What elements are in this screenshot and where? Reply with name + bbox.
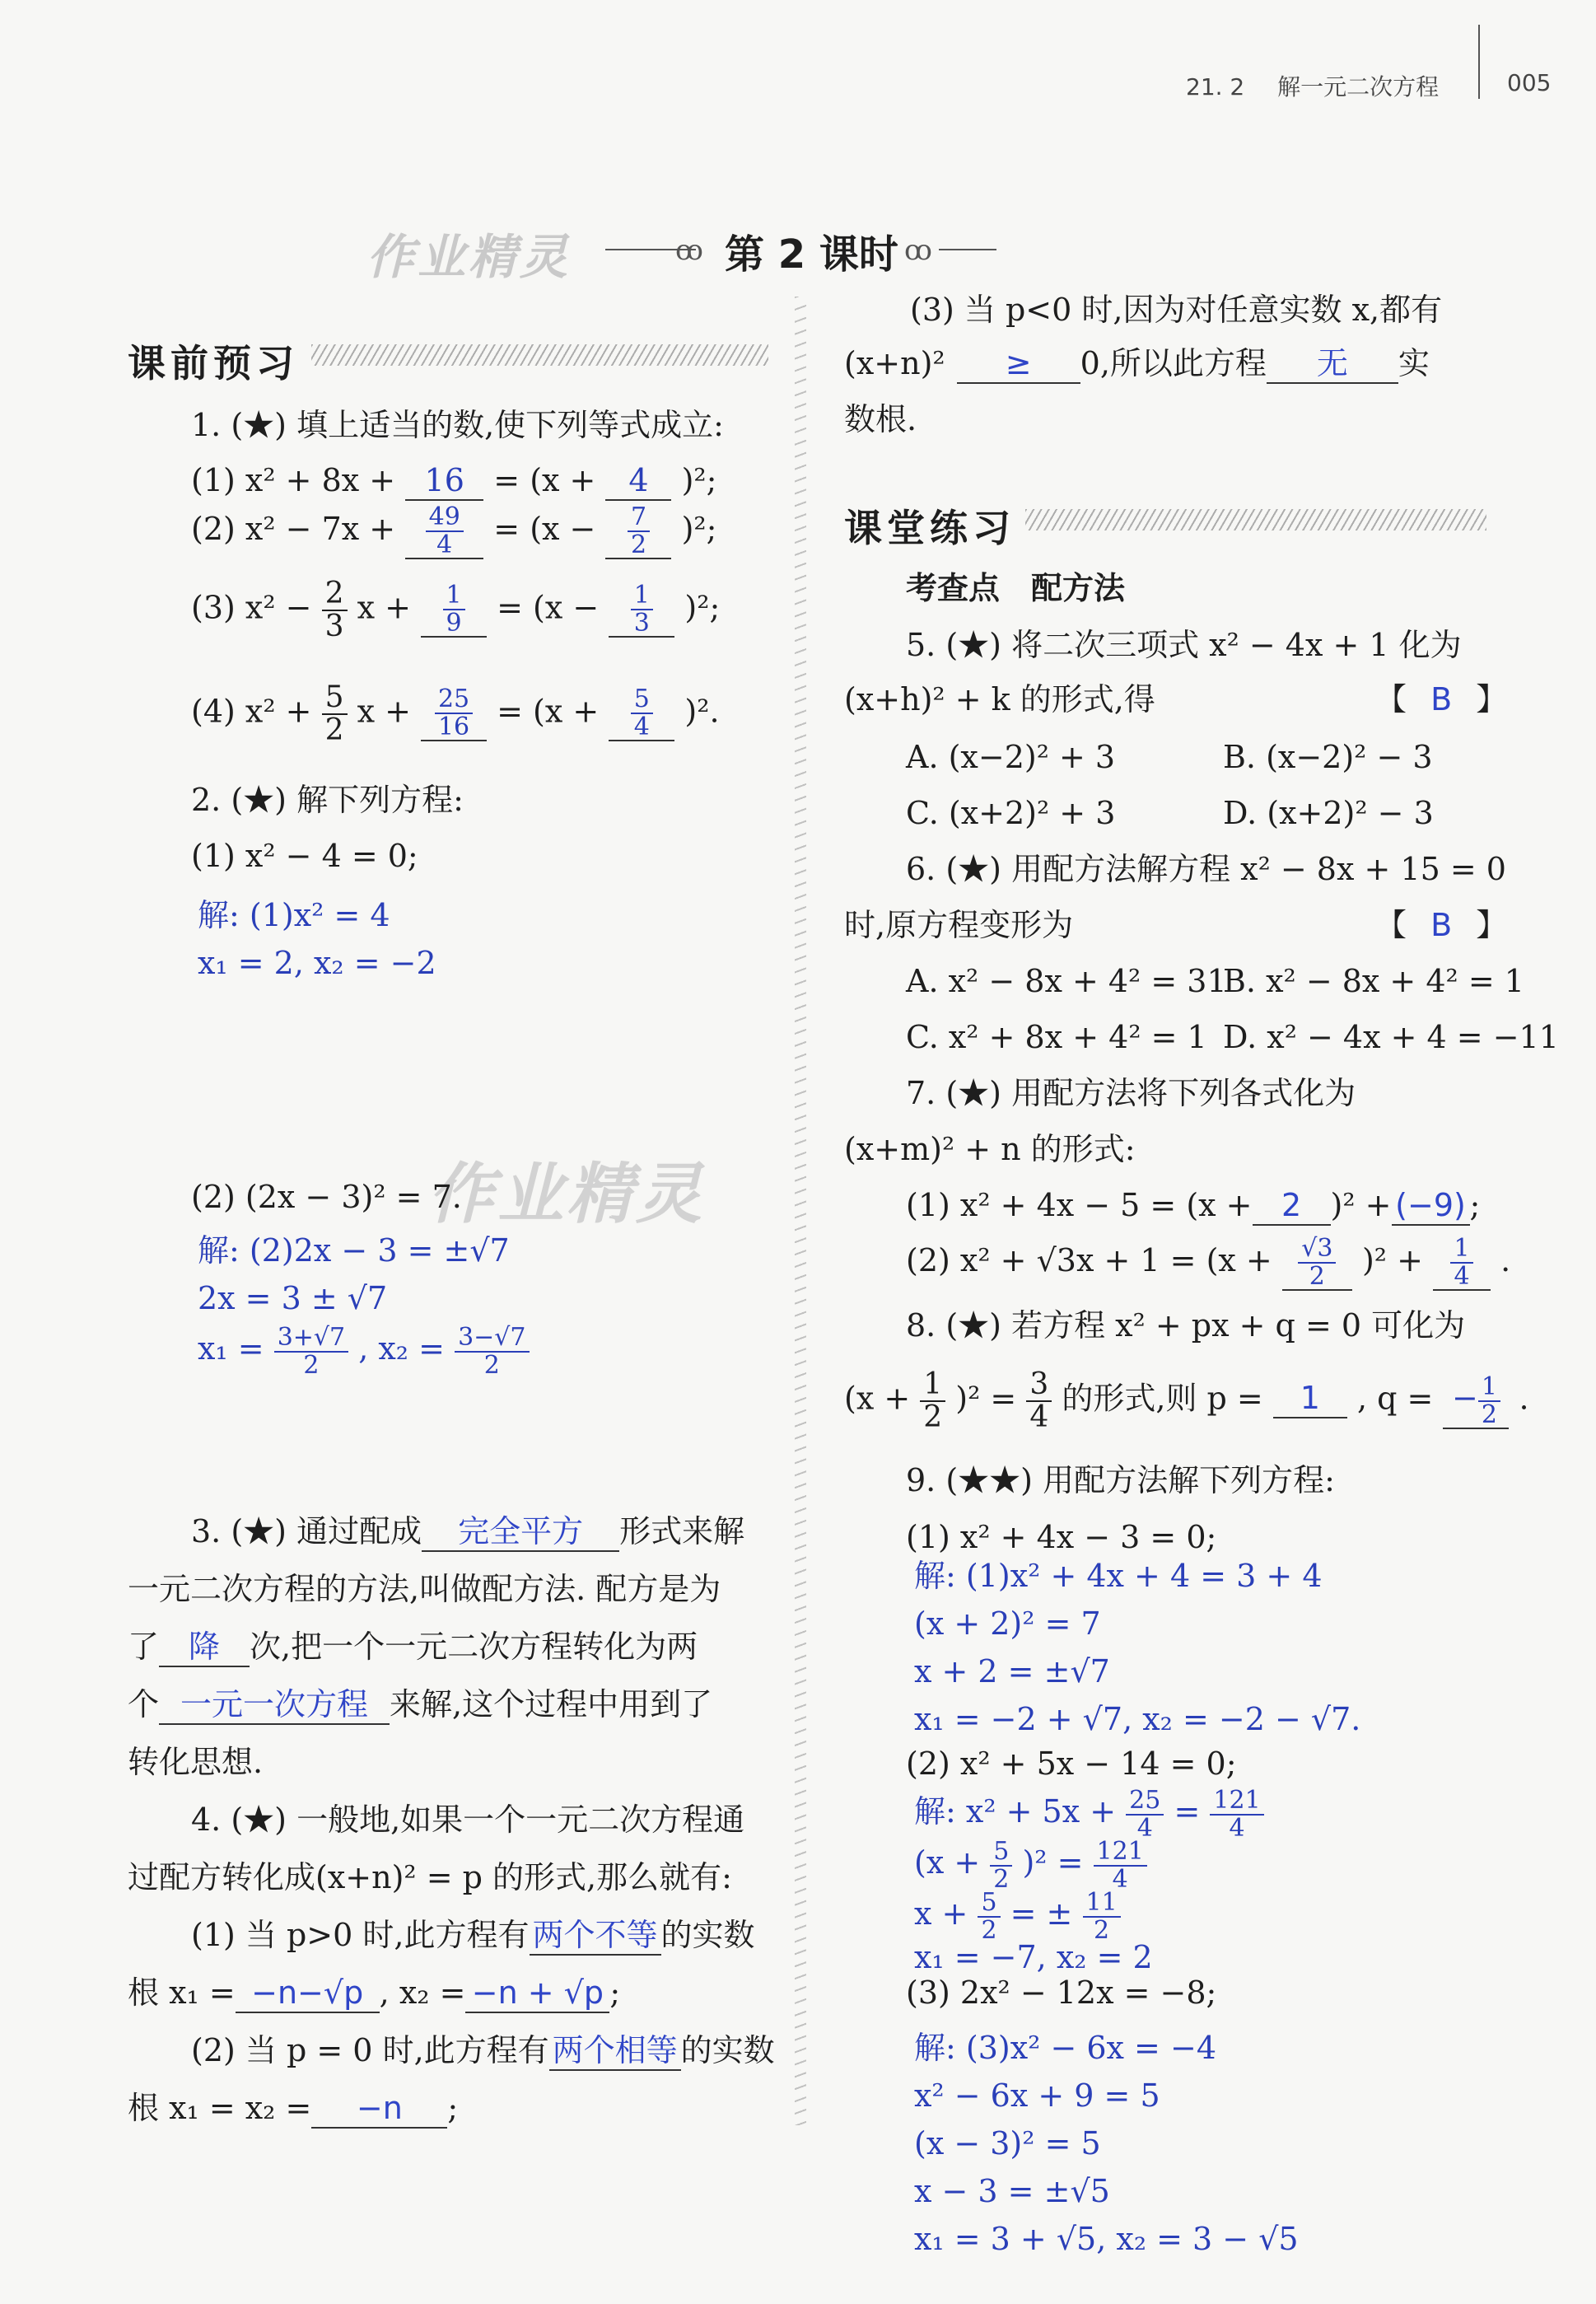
q9-solution3-line2: x² − 6x + 9 = 5: [914, 2077, 1160, 2114]
q4-line3: (1) 当 p>0 时,此方程有 两个不等 的实数: [191, 1918, 755, 1956]
q4c-line3: 数根.: [844, 401, 917, 437]
q5-option-a: A. (x−2)² + 3: [906, 739, 1116, 775]
q6-line1: 6. (★) 用配方法解方程 x² − 8x + 15 = 0: [906, 851, 1506, 887]
q6-option-d: D. x² − 4x + 4 = −11: [1223, 1019, 1559, 1055]
answer-fraction: $\frac{1}{3}$: [609, 582, 674, 638]
answer: −n: [311, 2091, 447, 2129]
q9-solution2-line1: 解: x² + 5x + $\frac{25}{4}$ = $\frac{121}{4}$: [914, 1788, 1264, 1841]
knowledge-point: 考查点 配方法: [906, 570, 1126, 606]
q2-stem: 2. (★) 解下列方程:: [191, 782, 464, 818]
q7-part2: (2) x² + √3x + 1 = (x + $\frac{√3}{2}$ )² + $\frac{1}{4}$ .: [906, 1234, 1511, 1291]
q4-line5: (2) 当 p = 0 时,此方程有 两个相等 的实数: [191, 2033, 775, 2071]
watermark-logo: 作业精灵: [428, 1156, 705, 1232]
page-number: 005: [1507, 69, 1552, 96]
q1-line3: (3) x² − $\frac{2}{3}$ x + $\frac{1}{9}$ = (x − $\frac{1}{3}$ )²;: [191, 577, 721, 643]
answer: 无: [1267, 346, 1398, 384]
q5-option-d: D. (x+2)² − 3: [1223, 795, 1434, 831]
q7-line1: 7. (★) 用配方法将下列各式化为: [906, 1075, 1356, 1111]
answer-fraction: $\frac{49}{4}$: [405, 504, 483, 559]
section-title-preview: 课前预习: [128, 341, 299, 386]
q6-option-a: A. x² − 8x + 4² = 31: [906, 963, 1227, 999]
answer-fraction: $\frac{√3}{2}$: [1282, 1236, 1352, 1291]
q3-line5: 转化思想.: [128, 1744, 264, 1780]
q5-option-c: C. (x+2)² + 3: [906, 795, 1116, 831]
q5-answer: B: [1430, 681, 1453, 717]
q2-solution2-line3: x₁ = $\frac{3+√7}{2}$ , x₂ = $\frac{3-√7}{2}$: [198, 1325, 530, 1378]
q9-solution1-line1: 解: (1)x² + 4x + 4 = 3 + 4: [914, 1558, 1323, 1594]
column-divider: [795, 297, 806, 2125]
q9-part3: (3) 2x² − 12x = −8;: [906, 1975, 1217, 2011]
answer-fraction: $\frac{5}{4}$: [609, 686, 674, 741]
answer: 4: [605, 463, 671, 501]
q2-part1: (1) x² − 4 = 0;: [191, 838, 418, 874]
answer-fraction: $\frac{1}{9}$: [421, 582, 487, 638]
q2-solution2-line2: 2x = 3 ± √7: [198, 1280, 388, 1316]
page-header: [1186, 69, 1439, 102]
q6-answer: B: [1430, 907, 1453, 943]
answer: −n−√p: [236, 1975, 380, 2013]
answer: − $\frac{1}{2}$: [1443, 1374, 1509, 1429]
q9-solution2-line3: x + $\frac{5}{2}$ = ± $\frac{11}{2}$: [914, 1890, 1121, 1943]
q1-stem: 1. (★) 填上适当的数,使下列等式成立:: [191, 407, 724, 443]
q9-solution1-line4: x₁ = −2 + √7, x₂ = −2 − √7.: [914, 1701, 1361, 1737]
title-ornament-right: [939, 249, 996, 250]
answer: 一元一次方程: [159, 1687, 390, 1725]
q9-solution3-line3: (x − 3)² = 5: [914, 2125, 1101, 2161]
answer: 2: [1253, 1188, 1331, 1226]
lesson-title: 第 2 课时: [725, 231, 898, 278]
q9-solution2-line4: x₁ = −7, x₂ = 2: [914, 1939, 1153, 1975]
q4c-line2: (x+n)² ≥ 0,所以此方程 无 实: [844, 346, 1430, 384]
answer: (−9): [1392, 1188, 1470, 1226]
fraction: $\frac{2}{3}$: [322, 578, 348, 643]
q3-line2: 一元二次方程的方法,叫做配方法. 配方是为: [128, 1571, 721, 1607]
q8-line2: (x + $\frac{1}{2}$ )² = $\frac{3}{4}$ 的形式,则 p = 1 , q = − $\frac{1}{2}$ .: [844, 1367, 1529, 1434]
q4-line4: 根 x₁ = −n−√p , x₂ = −n + √p ;: [128, 1975, 620, 2013]
watermark-logo: 作业精灵: [366, 229, 572, 285]
q9-solution3-line1: 解: (3)x² − 6x = −4: [914, 2030, 1216, 2066]
section-title-practice: 课堂练习: [844, 506, 1015, 550]
q8-line1: 8. (★) 若方程 x² + px + q = 0 可化为: [906, 1307, 1466, 1344]
q9-stem: 9. (★★) 用配方法解下列方程:: [906, 1462, 1335, 1498]
title-ornament-right-icon: ꝏ: [904, 234, 932, 267]
q9-solution3-line5: x₁ = 3 + √5, x₂ = 3 − √5: [914, 2221, 1299, 2257]
q2-solution1-line1: 解: (1)x² = 4: [198, 897, 390, 933]
q7-line2: (x+m)² + n 的形式:: [844, 1131, 1136, 1167]
q9-solution2-line2: (x + $\frac{5}{2}$ )² = $\frac{121}{4}$: [914, 1839, 1147, 1892]
q4-line6: 根 x₁ = x₂ = −n ;: [128, 2091, 458, 2129]
q6-bracket: 【 B 】: [1375, 907, 1508, 943]
q9-solution1-line2: (x + 2)² = 7: [914, 1605, 1101, 1642]
q4c-line1: (3) 当 p<0 时,因为对任意实数 x,都有: [910, 292, 1443, 328]
q3-line3: 了 降 次,把一个一元二次方程转化为两: [128, 1629, 698, 1667]
q1-line4: (4) x² + $\frac{5}{2}$ x + $\frac{25}{16}$ = (x + $\frac{5}{4}$ )².: [191, 680, 720, 747]
q2-part2: (2) (2x − 3)² = 7.: [191, 1179, 462, 1215]
q6-line2: 时,原方程变形为: [844, 907, 1074, 943]
q2-solution1-line2: x₁ = 2, x₂ = −2: [198, 945, 436, 981]
answer: 完全平方: [422, 1514, 619, 1552]
answer: 两个相等: [549, 2033, 681, 2071]
q6-option-c: C. x² + 8x + 4² = 1: [906, 1019, 1207, 1055]
header-rule: [1478, 25, 1480, 99]
answer: ≥: [957, 346, 1080, 384]
q1-line2: (2) x² − 7x + $\frac{49}{4}$ = (x − $\frac{7}{2}$ )²;: [191, 502, 717, 559]
q9-part1: (1) x² + 4x − 3 = 0;: [906, 1519, 1217, 1555]
q6-option-b: B. x² − 8x + 4² = 1: [1223, 963, 1524, 999]
answer: 两个不等: [530, 1918, 661, 1956]
q5-line2: (x+h)² + k 的形式,得: [844, 681, 1155, 717]
answer-fraction: $\frac{1}{4}$: [1433, 1236, 1491, 1291]
chapter-title: 解一元二次方程: [1277, 73, 1440, 100]
answer: 降: [159, 1629, 250, 1667]
q1-line1: (1) x² + 8x + 16 = (x + 4 )²;: [191, 463, 716, 501]
q5-line1: 5. (★) 将二次三项式 x² − 4x + 1 化为: [906, 627, 1462, 663]
answer: 16: [405, 463, 483, 501]
q5-option-b: B. (x−2)² − 3: [1223, 739, 1433, 775]
answer-fraction: $\frac{7}{2}$: [605, 504, 671, 559]
q4-line2: 过配方转化成(x+n)² = p 的形式,那么就有:: [128, 1859, 732, 1895]
q3-line4: 个 一元一次方程 来解,这个过程中用到了: [128, 1687, 712, 1725]
fraction: $\frac{5}{2}$: [322, 682, 348, 746]
section-title-hatch: [1025, 509, 1486, 530]
section-number: 21. 2: [1186, 73, 1245, 100]
q3-line1: 3. (★) 通过配成 完全平方 形式来解: [191, 1514, 744, 1552]
answer: −n + √p: [465, 1975, 609, 2013]
q9-solution3-line4: x − 3 = ±√5: [914, 2173, 1110, 2209]
section-title-hatch: [311, 344, 768, 366]
q9-part2: (2) x² + 5x − 14 = 0;: [906, 1746, 1237, 1782]
q9-solution1-line3: x + 2 = ±√7: [914, 1653, 1110, 1689]
answer-fraction: $\frac{25}{16}$: [421, 686, 487, 741]
q5-bracket: 【 B 】: [1375, 681, 1508, 717]
q2-solution2-line1: 解: (2)2x − 3 = ±√7: [198, 1232, 510, 1269]
title-ornament-icon: ꝏ: [675, 234, 703, 267]
q7-part1: (1) x² + 4x − 5 = (x + 2 )² + (−9) ;: [906, 1188, 1480, 1226]
answer: 1: [1273, 1381, 1347, 1418]
q4-line1: 4. (★) 一般地,如果一个一元二次方程通: [191, 1802, 745, 1838]
